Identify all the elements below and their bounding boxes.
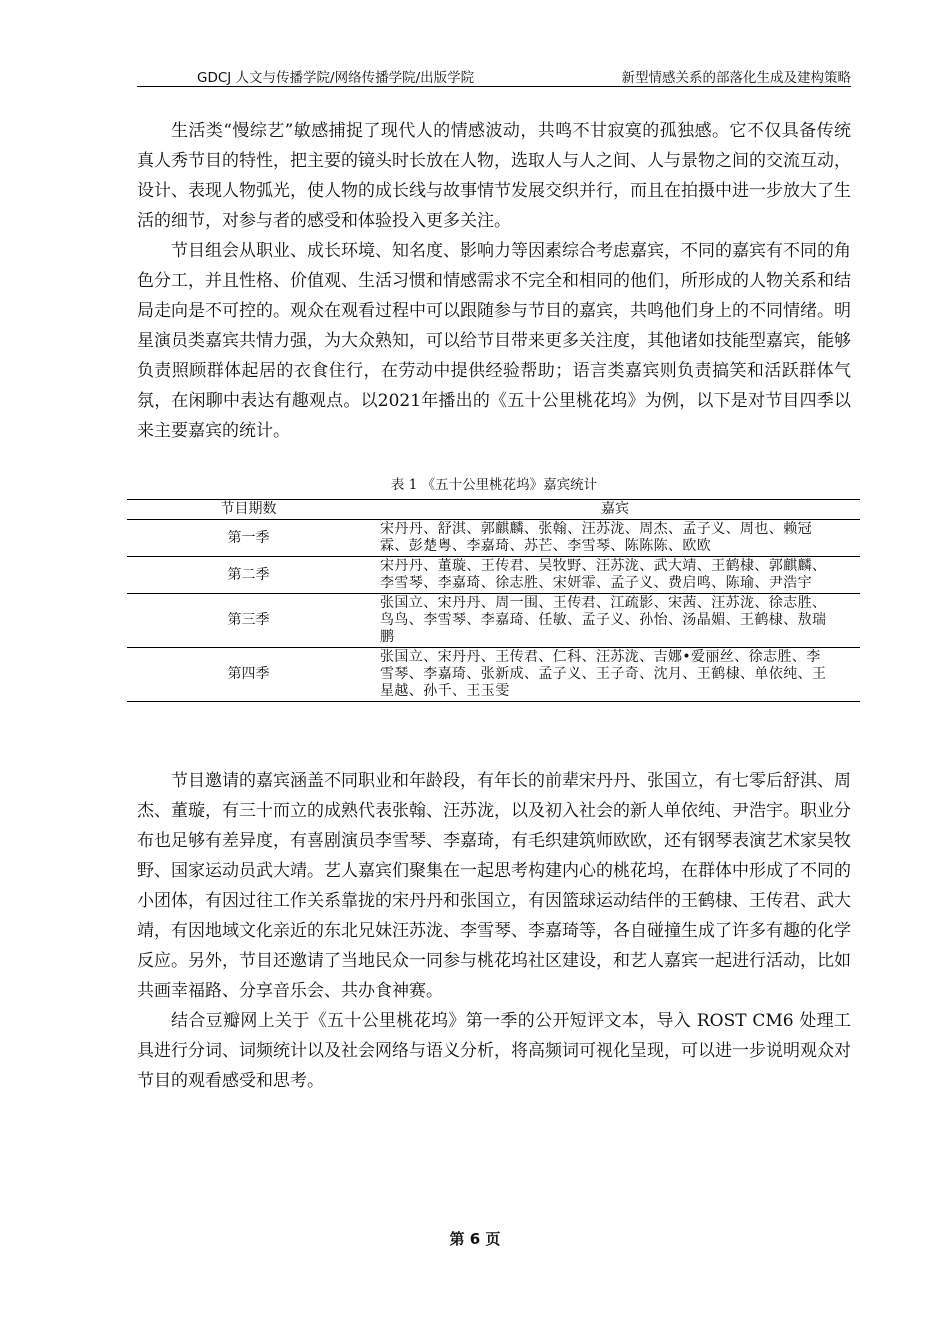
table-header-row: [127, 500, 860, 520]
season-cell: 第一季: [127, 520, 370, 557]
column-header-guests: 嘉宾: [370, 500, 860, 520]
table-row: [127, 648, 860, 702]
body-text-bottom: [137, 766, 851, 1096]
page-number: 第 6 页: [449, 1230, 501, 1248]
paragraph-guests: 节目组会从职业、成长环境、知名度、影响力等因素综合考虑嘉宾，不同的嘉宾有不同的角色分工，并且性格、价值观、生活习惯和情感需求不完全和相同的他们，所形成的人物关系和结局走向是不可控的。观众在观看过程中可以跟随参与节目的嘉宾，共鸣他们身上的不同情绪。明星演员类嘉宾共情力强，为大众熟知，可以给节目带来更多关注度，其他诸如技能型嘉宾，能够负责照顾群体起居的衣食住行，在劳动中提供经验帮助；语言类嘉宾则负责搞笑和活跃群体气氛，在闲聊中表达有趣观点。以2021年播出的《五十公里桃花坞》为例，以下是对节目四季以来主要嘉宾的统计。: [137, 241, 851, 441]
header-paper-title: 新型情感关系的部落化生成及建构策略: [621, 70, 851, 86]
season-cell: 第三季: [127, 594, 370, 648]
table-row: [127, 557, 860, 594]
guests-cell: 张国立、宋丹丹、周一围、王传君、江疏影、宋茜、汪苏泷、徐志胜、鸟鸟、李雪琴、李嘉琦、任敏、孟子义、孙怡、汤晶媚、王鹤棣、敖瑞鹏: [370, 594, 860, 648]
season-cell: 第四季: [127, 648, 370, 702]
guests-cell: 宋丹丹、董璇、王传君、吴牧野、汪苏泷、武大靖、王鹤棣、郭麒麟、李雪琴、李嘉琦、徐志胜、宋妍霏、孟子义、费启鸣、陈瑜、尹浩宇: [370, 557, 860, 594]
season-cell: 第二季: [127, 557, 370, 594]
paragraph-method: 结合豆瓣网上关于《五十公里桃花坞》第一季的公开短评文本，导入 ROST CM6 处理工具进行分词、词频统计以及社会网络与语义分析，将高频词可视化呈现，可以进一步说明观众对节目的观看感受和思考。: [137, 1011, 851, 1091]
table-row: [127, 520, 860, 557]
paragraph-intro: 生活类“慢综艺”敏感捕捉了现代人的情感波动，共鸣不甘寂寞的孤独感。它不仅具备传统真人秀节目的特性，把主要的镜头时长放在人物，选取人与人之间、人与景物之间的交流互动，设计、表现人物弧光，使人物的成长线与故事情节发展交织并行，而且在拍摄中进一步放大了生活的细节，对参与者的感受和体验投入更多关注。: [137, 121, 851, 231]
guests-cell: 宋丹丹、舒淇、郭麒麟、张翰、汪苏泷、周杰、孟子义、周也、赖冠霖、彭楚粤、李嘉琦、苏芒、李雪琴、陈陈陈、欧欧: [370, 520, 860, 557]
column-header-season: 节目期数: [127, 500, 370, 520]
page-header: [137, 62, 851, 87]
body-text-top: [137, 116, 851, 446]
guests-cell: 张国立、宋丹丹、王传君、仁科、汪苏泷、吉娜•爱丽丝、徐志胜、李雪琴、李嘉琦、张新成、孟子义、王子奇、沈月、王鹤棣、单依纯、王星越、孙千、王玉雯: [370, 648, 860, 702]
guest-table: [127, 499, 860, 702]
header-institution: GDCJ 人文与传播学院/网络传播学院/出版学院: [197, 70, 475, 86]
paragraph-guest-analysis: 节目邀请的嘉宾涵盖不同职业和年龄段，有年长的前辈宋丹丹、张国立，有七零后舒淇、周杰、董璇，有三十而立的成熟代表张翰、汪苏泷，以及初入社会的新人单依纯、尹浩宇。职业分布也足够有差异度，有喜剧演员李雪琴、李嘉琦，有毛织建筑师欧欧，还有钢琴表演艺术家吴牧野、国家运动员武大靖。艺人嘉宾们聚集在一起思考构建内心的桃花坞，在群体中形成了不同的小团体，有因过往工作关系靠拢的宋丹丹和张国立，有因篮球运动结伴的王鹤棣、王传君、武大靖，有因地域文化亲近的东北兄妹汪苏泷、李雪琴、李嘉琦等，各自碰撞生成了许多有趣的化学反应。另外，节目还邀请了当地民众一同参与桃花坞社区建设，和艺人嘉宾一起进行活动，比如共画幸福路、分享音乐会、共办食神赛。: [137, 771, 851, 1001]
table-caption: 表 1 《五十公里桃花坞》嘉宾统计: [390, 477, 598, 493]
table-row: [127, 594, 860, 648]
